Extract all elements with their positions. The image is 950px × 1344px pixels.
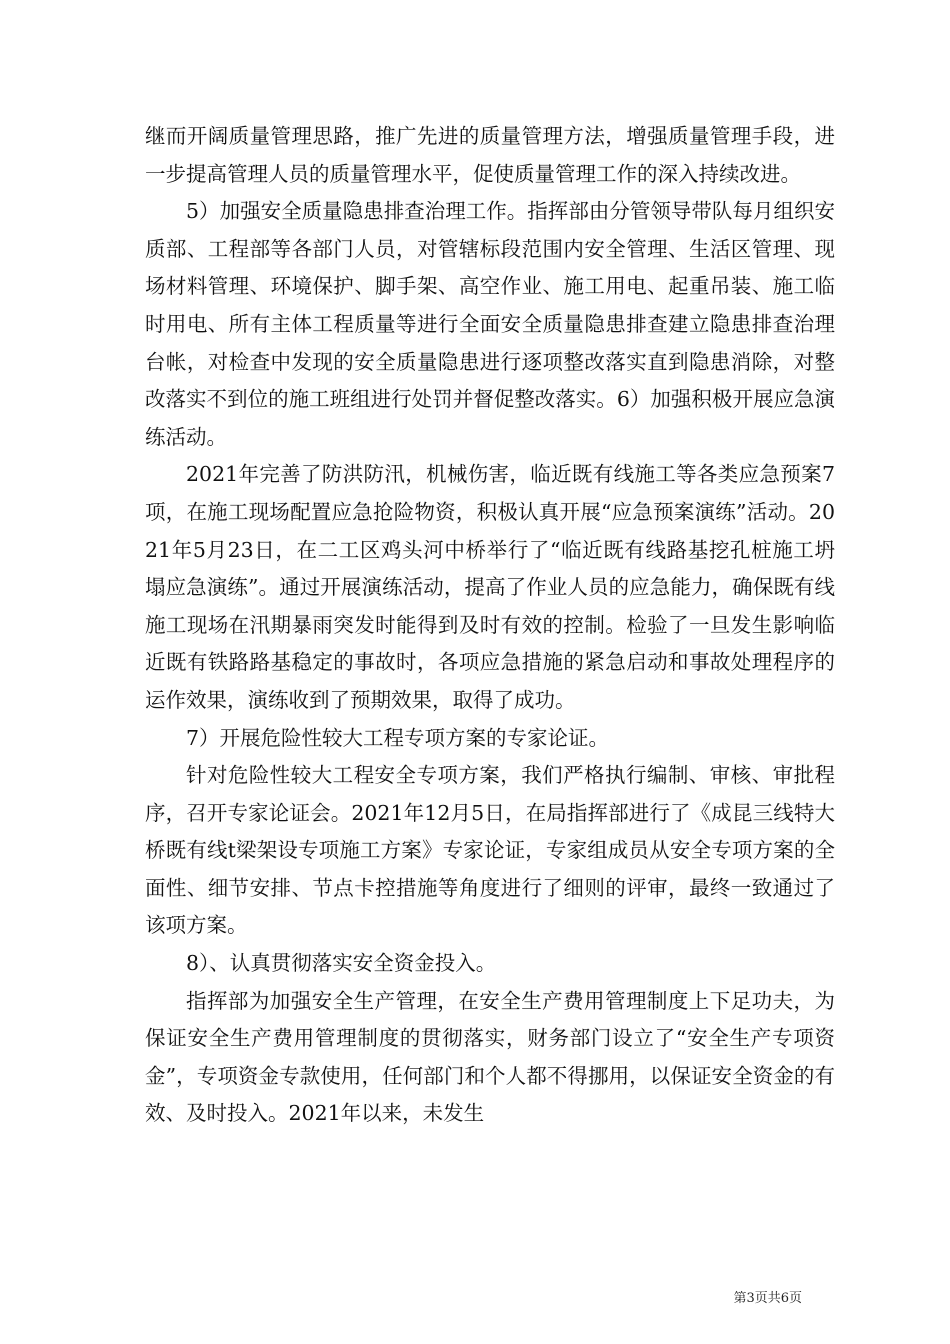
paragraph-1: 继而开阔质量管理思路，推广先进的质量管理方法，增强质量管理手段，进一步提高管理人员的质量管理水平，促使质量管理工作的深入持续改进。: [145, 124, 835, 186]
paragraph-3: 2021年完善了防洪防汛，机械伤害，临近既有线施工等各类应急预案7项，在施工现场配置应急抢险物资，积极认真开展“应急预案演练”活动。2021年5月23日，在二工区鸡头河中桥举行了“临近既有线路基挖孔桩施工坍塌应急演练”。通过开展演练活动，提高了作业人员的应急能力，确保既有线施工现场在汛期暴雨突发时能得到及时有效的控制。检验了一旦发生影响临近既有铁路路基稳定的事故时，各项应急措施的紧急启动和事故处理程序的运作效果，演练收到了预期效果，取得了成功。: [145, 462, 835, 712]
paragraph-2: 5）加强安全质量隐患排查治理工作。指挥部由分管领导带队每月组织安质部、工程部等各部门人员，对管辖标段范围内安全管理、生活区管理、现场材料管理、环境保护、脚手架、高空作业、施工用电、起重吊装、施工临时用电、所有主体工程质量等进行全面安全质量隐患排查建立隐患排查治理台帐，对检查中发现的安全质量隐患进行逐项整改落实直到隐患消除，对整改落实不到位的施工班组进行处罚并督促整改落实。6）加强积极开展应急演练活动。: [145, 199, 835, 449]
document-body: [145, 118, 835, 1133]
paragraph-5: 针对危险性较大工程安全专项方案，我们严格执行编制、审核、审批程序，召开专家论证会。2021年12月5日，在局指挥部进行了《成昆三线特大桥既有线t梁架设专项施工方案》专家论证，专家组成员从安全专项方案的全面性、细节安排、节点卡控措施等角度进行了细则的评审，最终一致通过了该项方案。: [145, 763, 835, 938]
paragraph-4: 7）开展危险性较大工程专项方案的专家论证。: [186, 725, 610, 750]
page-number: 第3页共6页: [733, 1291, 802, 1306]
paragraph-7: 指挥部为加强安全生产管理，在安全生产费用管理制度上下足功夫，为保证安全生产费用管理制度的贯彻落实，财务部门设立了“安全生产专项资金”，专项资金专款使用，任何部门和个人都不得挪用，以保证安全资金的有效、及时投入。2021年以来，未发生: [145, 988, 835, 1126]
paragraph-6: 8）、认真贯彻落实安全资金投入。: [186, 951, 497, 976]
